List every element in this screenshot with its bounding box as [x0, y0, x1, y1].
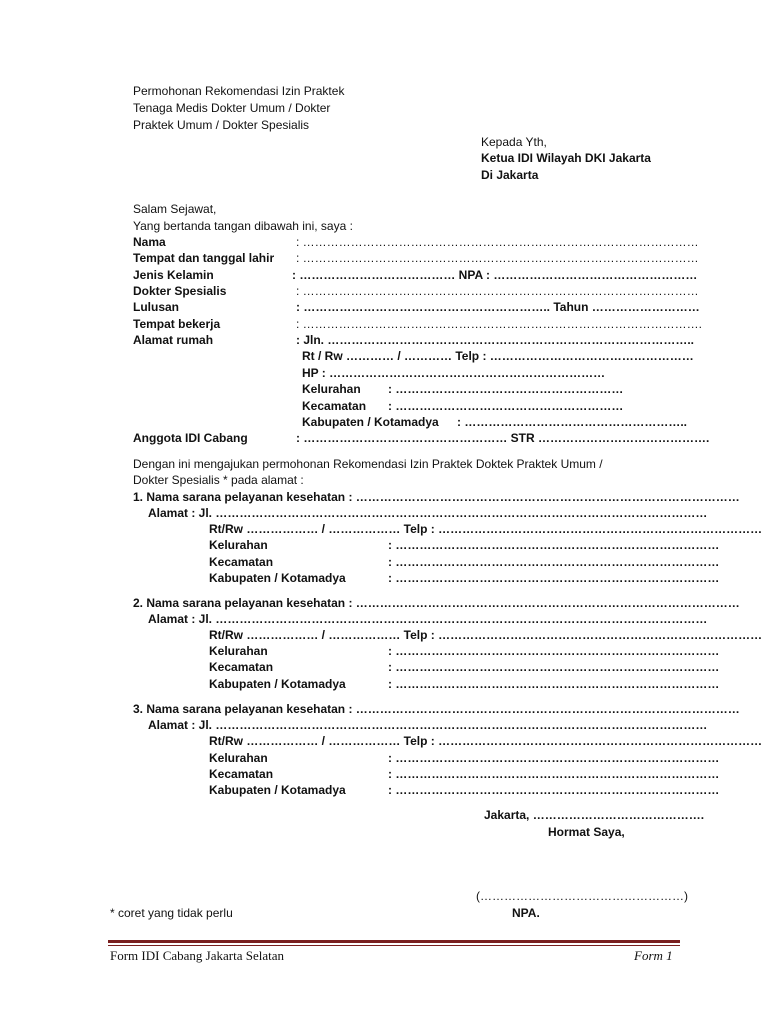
- sarana-2-alamat[interactable]: Alamat : Jl. ……………………………………………………………………………………………………………: [148, 612, 708, 626]
- value-spesialis[interactable]: : ………………………………………………………………………………………: [296, 284, 699, 298]
- label-spesialis: Dokter Spesialis: [133, 284, 227, 298]
- label-lulusan: Lulusan: [133, 300, 180, 314]
- sarana-2-value-kabupaten[interactable]: : ………………………………………………………………………: [388, 677, 720, 691]
- footer-right: Form 1: [634, 948, 673, 963]
- label-tempat-bekerja: Tempat bekerja: [133, 317, 221, 331]
- sarana-1-title[interactable]: 1. Nama sarana pelayanan kesehatan : ……………………………………………………………………………………: [133, 490, 740, 504]
- request-line-1: Dengan ini mengajukan permohonan Rekomendasi Izin Praktek Doktek Praktek Umum /: [133, 457, 603, 471]
- addressee-line-2: Ketua IDI Wilayah DKI Jakarta: [481, 151, 651, 165]
- title-line-2: Tenaga Medis Dokter Umum / Dokter: [133, 101, 331, 115]
- label-anggota: Anggota IDI Cabang: [133, 431, 248, 445]
- sarana-3-label-kecamatan: Kecamatan: [209, 767, 274, 781]
- value-ttl[interactable]: : ………………………………………………………………………………………: [296, 251, 699, 265]
- signature-name[interactable]: (……………………………………………): [476, 889, 688, 903]
- value-anggota[interactable]: : …………………………………………… STR …………………………………….: [296, 431, 710, 445]
- footnote: * coret yang tidak perlu: [110, 906, 233, 920]
- label-kecamatan: Kecamatan: [302, 399, 367, 413]
- addressee-line-3: Di Jakarta: [481, 168, 539, 182]
- sarana-1-value-kecamatan[interactable]: : ………………………………………………………………………: [388, 555, 720, 569]
- sarana-3-rtrw[interactable]: Rt/Rw ……………… / ……………… Telp : ………………………………………………………………………: [209, 734, 763, 748]
- value-rtrw[interactable]: Rt / Rw ………… / ………… Telp : ……………………………………………: [302, 349, 694, 363]
- footer-left: Form IDI Cabang Jakarta Selatan: [110, 948, 285, 963]
- label-ttl: Tempat dan tanggal lahir: [133, 251, 275, 265]
- sarana-3-value-kecamatan[interactable]: : ………………………………………………………………………: [388, 767, 720, 781]
- value-jenis-kelamin[interactable]: : ………………………………… NPA : ……………………………………………: [292, 268, 698, 282]
- value-kelurahan[interactable]: : …………………………………………………: [388, 382, 624, 396]
- value-alamat[interactable]: : Jln. ………………………………………………………………………………..: [296, 333, 695, 347]
- addressee-line-1: Kepada Yth,: [481, 135, 547, 149]
- sarana-2-label-kelurahan: Kelurahan: [209, 644, 268, 658]
- sarana-1-label-kabupaten: Kabupaten / Kotamadya: [209, 571, 346, 585]
- label-nama: Nama: [133, 235, 166, 249]
- sarana-3-label-kabupaten: Kabupaten / Kotamadya: [209, 783, 346, 797]
- sarana-2-label-kecamatan: Kecamatan: [209, 660, 274, 674]
- sarana-2-label-kabupaten: Kabupaten / Kotamadya: [209, 677, 346, 691]
- sarana-3-label-kelurahan: Kelurahan: [209, 751, 268, 765]
- label-kabupaten: Kabupaten / Kotamadya: [302, 415, 439, 429]
- sarana-2-value-kelurahan[interactable]: : ………………………………………………………………………: [388, 644, 720, 658]
- value-kecamatan[interactable]: : …………………………………………………: [388, 399, 624, 413]
- sarana-2-value-kecamatan[interactable]: : ………………………………………………………………………: [388, 660, 720, 674]
- title-line-1: Permohonan Rekomendasi Izin Praktek: [133, 84, 345, 98]
- intro-text: Yang bertanda tangan dibawah ini, saya :: [133, 219, 353, 233]
- value-hp[interactable]: HP : ……………………………………………………………: [302, 366, 606, 380]
- sarana-1-label-kelurahan: Kelurahan: [209, 538, 268, 552]
- sarana-3-value-kelurahan[interactable]: : ………………………………………………………………………: [388, 751, 720, 765]
- value-lulusan[interactable]: : …………………………………………………….. Tahun ………………………: [296, 300, 700, 314]
- signature-place-date[interactable]: Jakarta, …………………………………….: [484, 808, 705, 822]
- label-alamat: Alamat rumah: [133, 333, 214, 347]
- greeting: Salam Sejawat,: [133, 202, 217, 216]
- sarana-1-label-kecamatan: Kecamatan: [209, 555, 274, 569]
- sarana-3-title[interactable]: 3. Nama sarana pelayanan kesehatan : ……………………………………………………………………………………: [133, 702, 740, 716]
- sarana-1-value-kabupaten[interactable]: : ………………………………………………………………………: [388, 571, 720, 585]
- footer-rule-thick: [108, 940, 680, 943]
- sarana-1-alamat[interactable]: Alamat : Jl. ……………………………………………………………………………………………………………: [148, 506, 708, 520]
- sarana-3-alamat[interactable]: Alamat : Jl. ……………………………………………………………………………………………………………: [148, 718, 708, 732]
- footer-rule-thin: [108, 945, 680, 946]
- signature-closing: Hormat Saya,: [548, 825, 625, 839]
- value-nama[interactable]: : ………………………………………………………………………………………: [296, 235, 699, 249]
- label-kelurahan: Kelurahan: [302, 382, 361, 396]
- signature-npa: NPA.: [512, 906, 540, 920]
- sarana-2-title[interactable]: 2. Nama sarana pelayanan kesehatan : ……………………………………………………………………………………: [133, 596, 740, 610]
- request-line-2: Dokter Spesialis * pada alamat :: [133, 473, 304, 487]
- label-jenis-kelamin: Jenis Kelamin: [133, 268, 214, 282]
- sarana-1-value-kelurahan[interactable]: : ………………………………………………………………………: [388, 538, 720, 552]
- title-line-3: Praktek Umum / Dokter Spesialis: [133, 118, 310, 132]
- sarana-2-rtrw[interactable]: Rt/Rw ……………… / ……………… Telp : ………………………………………………………………………: [209, 628, 763, 642]
- sarana-1-rtrw[interactable]: Rt/Rw ……………… / ……………… Telp : ………………………………………………………………………: [209, 522, 763, 536]
- value-tempat-bekerja[interactable]: : ……………………………………………………………………………………….: [296, 317, 703, 331]
- value-kabupaten[interactable]: : ………………………………………………..: [457, 415, 687, 429]
- sarana-3-value-kabupaten[interactable]: : ………………………………………………………………………: [388, 783, 720, 797]
